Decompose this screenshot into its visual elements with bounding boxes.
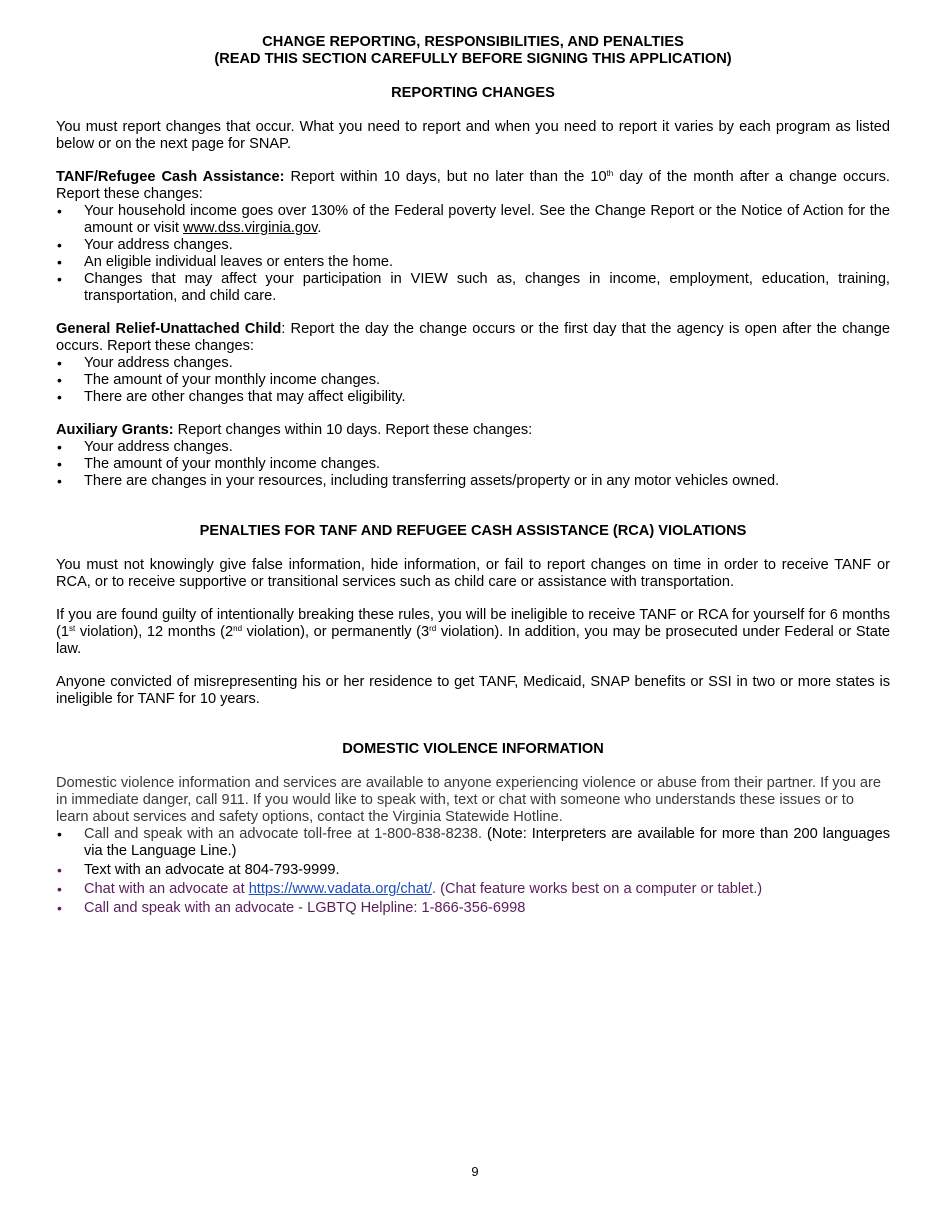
- page-number: 9: [471, 1164, 479, 1179]
- penalties-paragraph-1: You must not knowingly give false information, hide information, or fail to report changes on time in order to receive TANF or RCA, or to receive supportive or transitional services such as child care or assistance with transportation.: [56, 557, 890, 590]
- reporting-intro: You must report changes that occur. What you need to report and when you need to report it varies by each program as listed below or on the next page for SNAP.: [56, 119, 890, 152]
- list-item: • Your address changes.: [56, 439, 890, 456]
- domestic-violence-contact-list: [56, 826, 890, 917]
- reporting-changes-heading: REPORTING CHANGES: [391, 85, 555, 101]
- list-item: • Chat with an advocate at https://www.vadata.org/chat/. (Chat feature works best on a computer or tablet.): [56, 881, 890, 898]
- page-title-line-2: (READ THIS SECTION CAREFULLY BEFORE SIGNING THIS APPLICATION): [214, 51, 732, 67]
- tanf-superscript: th: [606, 169, 614, 178]
- page-content: [56, 34, 890, 917]
- auxiliary-grants-paragraph: Auxiliary Grants: Report changes within 10 days. Report these changes:: [56, 422, 533, 438]
- page-title-line-1: CHANGE REPORTING, RESPONSIBILITIES, AND PENALTIES: [262, 34, 684, 50]
- list-item: • Your address changes.: [56, 237, 890, 254]
- list-item: • There are other changes that may affect eligibility.: [56, 389, 890, 406]
- list-item: • The amount of your monthly income changes.: [56, 372, 890, 389]
- list-item: • The amount of your monthly income changes.: [56, 456, 890, 473]
- tanf-change-list: [56, 203, 890, 305]
- general-relief-change-list: [56, 355, 890, 406]
- list-item: • Your address changes.: [56, 355, 890, 372]
- list-item: • An eligible individual leaves or enters the home.: [56, 254, 890, 271]
- penalties-paragraph-2: If you are found guilty of intentionally breaking these rules, you will be ineligible to receive TANF or RCA for yourself for 6 months (1st violation), 12 months (2nd violation), or permanently (3rd violation). In addition, you may be prosecuted under Federal or State law.: [56, 607, 891, 657]
- auxiliary-change-list: [56, 439, 890, 490]
- auxiliary-grants-label: Auxiliary Grants:: [56, 422, 174, 438]
- list-item: • There are changes in your resources, including transferring assets/property or in any motor vehicles owned.: [56, 473, 890, 490]
- domestic-violence-heading: DOMESTIC VIOLENCE INFORMATION: [342, 741, 604, 757]
- domestic-violence-intro: Domestic violence information and services are available to anyone experiencing violence or abuse from their partner. If you are in immediate danger, call 911. If you would like to speak with, text or chat with someone who understands these issues or to learn about services and safety options, contact the Virginia Statewide Hotline.: [56, 775, 881, 825]
- list-item: • Your household income goes over 130% of the Federal poverty level. See the Change Report or the Notice of Action for the amount or visit www.dss.virginia.gov.: [56, 203, 890, 237]
- tanf-text-b: day of the month after a change occurs. Report these changes:: [56, 169, 890, 202]
- list-item: • Changes that may affect your participation in VIEW such as, changes in income, employment, education, training, transportation, and child care.: [56, 271, 890, 305]
- general-relief-paragraph: General Relief-Unattached Child: Report the day the change occurs or the first day that the agency is open after the change occurs. Report these changes:: [56, 321, 890, 354]
- tanf-label: TANF/Refugee Cash Assistance:: [56, 169, 285, 185]
- tanf-paragraph: [56, 169, 890, 203]
- tanf-text-a: Report within 10 days, but no later than the 10: [284, 169, 607, 185]
- list-item: • Text with an advocate at 804-793-9999.: [56, 862, 890, 879]
- list-item: • Call and speak with an advocate - LGBTQ Helpline: 1-866-356-6998: [56, 900, 890, 917]
- penalties-paragraph-3: Anyone convicted of misrepresenting his or her residence to get TANF, Medicaid, SNAP benefits or SSI in two or more states is ineligible for TANF for 10 years.: [56, 674, 890, 707]
- list-item: • Call and speak with an advocate toll-free at 1-800-838-8238. (Note: Interpreters are available for more than 200 languages via the Language Line.): [56, 826, 890, 860]
- dss-website-link[interactable]: www.dss.virginia.gov: [182, 220, 318, 236]
- general-relief-label: General Relief-Unattached Child: [56, 321, 282, 337]
- penalties-heading: PENALTIES FOR TANF AND REFUGEE CASH ASSISTANCE (RCA) VIOLATIONS: [199, 523, 747, 539]
- vadata-chat-link[interactable]: https://www.vadata.org/chat/: [248, 881, 433, 897]
